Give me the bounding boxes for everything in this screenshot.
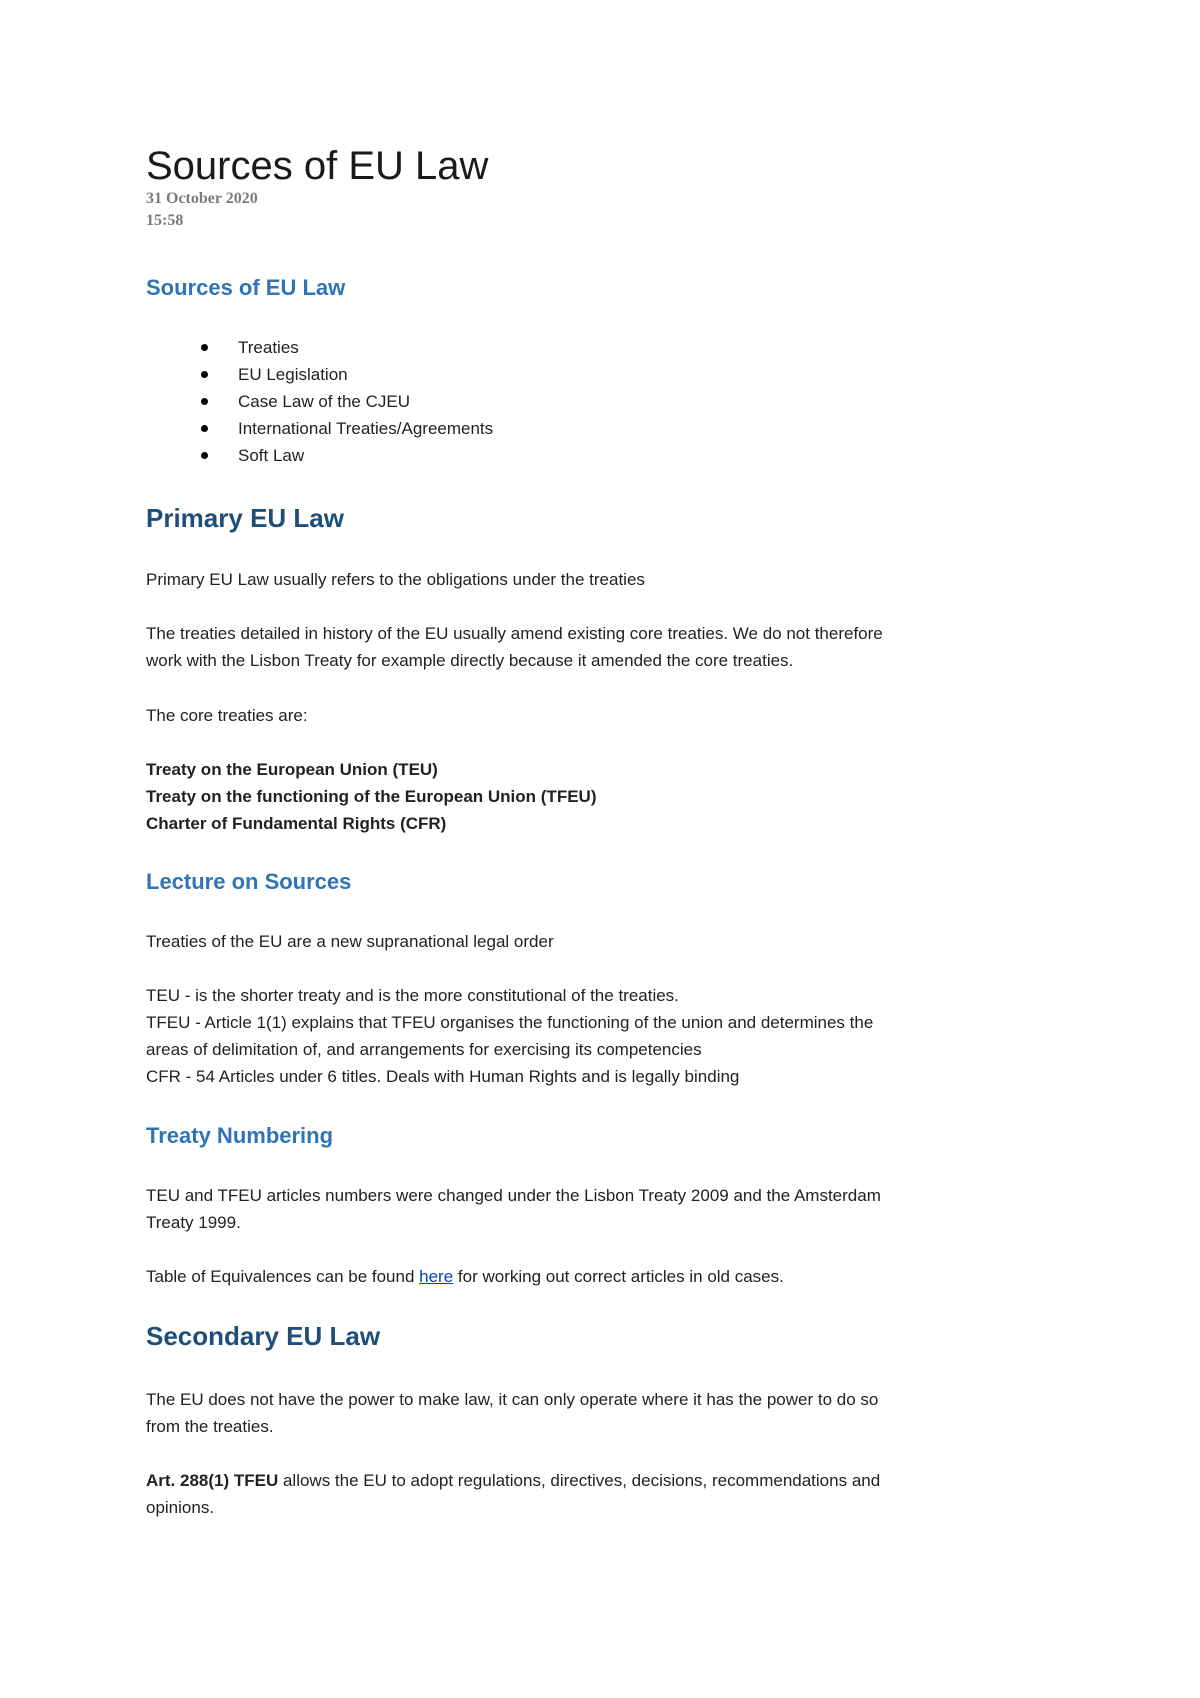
heading-primary: Primary EU Law	[146, 503, 344, 533]
bullet-icon	[201, 425, 208, 432]
heading-sources: Sources of EU Law	[146, 275, 346, 300]
equivalences-paragraph: Table of Equivalences can be found here for working out correct articles in old cases.	[146, 1267, 784, 1286]
numbering-line-2: Treaty 1999.	[146, 1213, 241, 1232]
list-item: EU Legislation	[238, 361, 493, 388]
secondary-line-2: from the treaties.	[146, 1417, 274, 1436]
page-date: 31 October 2020	[146, 190, 258, 207]
equivalences-link[interactable]: here	[419, 1267, 454, 1286]
article-288-line-2: opinions.	[146, 1498, 215, 1517]
core-treaty-tfeu: Treaty on the functioning of the European Union (TFEU)	[146, 787, 597, 806]
list-item: Case Law of the CJEU	[238, 388, 493, 415]
bullet-icon	[201, 452, 208, 459]
lecture-line-tfeu-cont: areas of delimitation of, and arrangements for exercising its competencies	[146, 1040, 702, 1059]
bullet-icon	[201, 398, 208, 405]
list-item: Soft Law	[238, 442, 493, 469]
primary-paragraph-2-line-2: work with the Lisbon Treaty for example directly because it amended the core treaties.	[146, 651, 794, 670]
heading-numbering: Treaty Numbering	[146, 1123, 334, 1148]
lecture-line-teu: TEU - is the shorter treaty and is the more constitutional of the treaties.	[146, 986, 679, 1005]
list-item: Treaties	[238, 334, 493, 361]
lecture-paragraph-1: Treaties of the EU are a new supranational legal order	[146, 932, 554, 951]
core-treaty-cfr: Charter of Fundamental Rights (CFR)	[146, 814, 447, 833]
primary-paragraph-2-line-1: The treaties detailed in history of the EU usually amend existing core treaties. We do not therefore	[146, 624, 883, 643]
primary-paragraph-3: The core treaties are:	[146, 706, 308, 725]
core-treaty-teu: Treaty on the European Union (TEU)	[146, 760, 438, 779]
page-title: Sources of EU Law	[146, 144, 489, 188]
heading-lecture: Lecture on Sources	[146, 869, 352, 894]
bullet-icon	[201, 371, 208, 378]
heading-secondary: Secondary EU Law	[146, 1321, 381, 1351]
page-time: 15:58	[146, 212, 184, 229]
list-item: International Treaties/Agreements	[238, 415, 493, 442]
bullet-icon	[201, 344, 208, 351]
numbering-line-1: TEU and TFEU articles numbers were changed under the Lisbon Treaty 2009 and the Amsterdam	[146, 1186, 881, 1205]
secondary-line-1: The EU does not have the power to make law, it can only operate where it has the power to do so	[146, 1390, 879, 1409]
primary-paragraph-1: Primary EU Law usually refers to the obligations under the treaties	[146, 570, 645, 589]
sources-list	[238, 334, 493, 469]
article-288-line-1: Art. 288(1) TFEU allows the EU to adopt regulations, directives, decisions, recommendations and	[146, 1471, 881, 1490]
lecture-line-cfr: CFR - 54 Articles under 6 titles. Deals with Human Rights and is legally binding	[146, 1067, 740, 1086]
lecture-line-tfeu: TFEU - Article 1(1) explains that TFEU organises the functioning of the union and determines the	[146, 1013, 874, 1032]
